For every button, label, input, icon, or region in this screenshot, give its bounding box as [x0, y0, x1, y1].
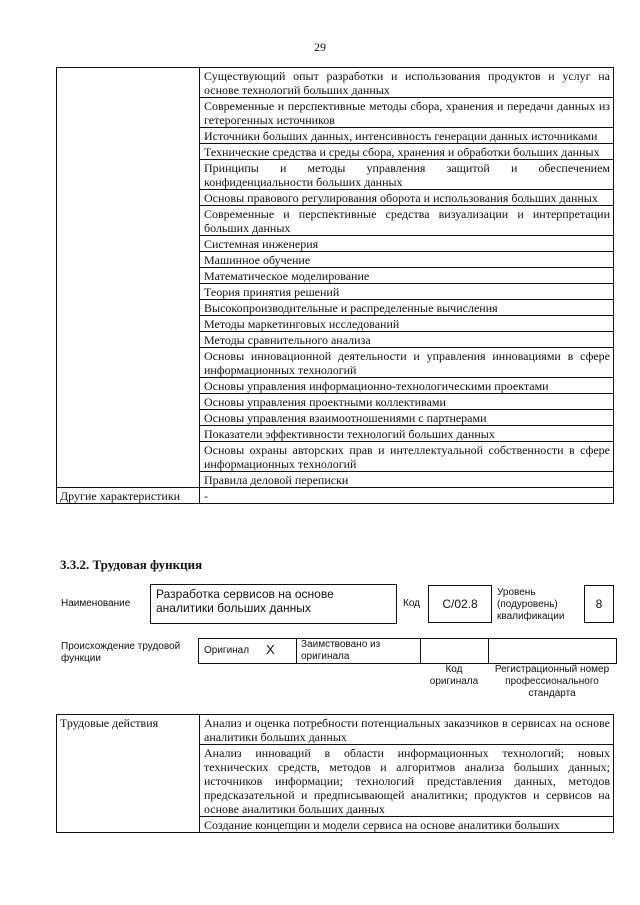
knowledge-item: Современные и перспективные методы сбора, хранения и передачи данных из гетерогенных источников [200, 98, 614, 128]
code-value-box [428, 585, 492, 623]
knowledge-item: Правила деловой переписки [200, 472, 614, 488]
other-characteristics-value: - [200, 488, 614, 504]
origin-divider [420, 638, 421, 663]
original-checkmark: X [266, 642, 275, 657]
reg-number-caption: Регистрационный номер профессионального стандарта [494, 664, 610, 699]
code-original-caption: Код оригинала [429, 664, 479, 687]
knowledge-item: Принципы и методы управления защитой и обеспечением конфиденциальности больших данных [200, 160, 614, 190]
knowledge-item: Машинное обучение [200, 252, 614, 268]
knowledge-item: Источники больших данных, интенсивность генерации данных источниками [200, 128, 614, 144]
origin-divider [296, 638, 297, 663]
labor-actions-table [56, 714, 614, 833]
knowledge-item: Методы маркетинговых исследований [200, 316, 614, 332]
origin-label: Происхождение трудовой функции [61, 641, 181, 664]
knowledge-item: Основы управления взаимоотношениями с партнерами [200, 410, 614, 426]
page-number: 29 [314, 40, 326, 54]
code-label: Код [403, 598, 421, 609]
other-characteristics-label: Другие характеристики [57, 488, 200, 504]
knowledge-item: Высокопроизводительные и распределенные вычисления [200, 300, 614, 316]
knowledge-item: Методы сравнительного анализа [200, 332, 614, 348]
name-label: Наименование [61, 598, 131, 609]
knowledge-item: Системная инженерия [200, 236, 614, 252]
table-row [57, 715, 614, 745]
knowledge-item: Технические средства и среды сбора, хранения и обработки больших данных [200, 144, 614, 160]
level-label: Уровень (подуровень) квалификации [497, 587, 565, 622]
knowledge-table [56, 67, 614, 504]
knowledge-item: Существующий опыт разработки и использования продуктов и услуг на основе технологий больших данных [200, 68, 614, 98]
knowledge-item: Основы управления проектными коллективами [200, 394, 614, 410]
labor-action-item: Анализ и оценка потребности потенциальных заказчиков в сервисах на основе аналитики больших данных [200, 715, 614, 745]
qualification-level: 8 [595, 597, 603, 611]
borrowed-label: Заимствовано из оригинала [301, 639, 381, 662]
labor-actions-label: Трудовые действия [57, 715, 200, 833]
origin-divider [488, 638, 489, 663]
labor-action-item: Анализ инноваций в области информационных технологий; новых технических средств, методов и алгоритмов анализа больших данных; источников информации; технологий представления данных, методов предсказательной и предписывающей аналитики; продуктов и сервисов на основе аналитики больших данных [200, 745, 614, 817]
section-heading: 3.3.2. Трудовая функция [60, 557, 203, 572]
table-row [57, 488, 614, 504]
knowledge-item: Показатели эффективности технологий больших данных [200, 426, 614, 442]
knowledge-item: Основы правового регулирования оборота и использования больших данных [200, 190, 614, 206]
labor-action-item: Создание концепции и модели сервиса на основе аналитики больших [200, 817, 614, 833]
level-value-box [584, 585, 614, 623]
knowledge-item: Современные и перспективные средства визуализации и интерпретации больших данных [200, 206, 614, 236]
knowledge-item: Математическое моделирование [200, 268, 614, 284]
knowledge-item: Основы инновационной деятельности и управления инновациями в сфере информационных технологий [200, 348, 614, 378]
knowledge-item: Основы управления информационно-технологическими проектами [200, 378, 614, 394]
table-row [57, 68, 614, 98]
function-code: C/02.8 [442, 597, 478, 611]
name-value-box [150, 584, 397, 624]
original-label: Оригинал [204, 645, 250, 656]
knowledge-label-cell [57, 68, 200, 488]
knowledge-item: Основы охраны авторских прав и интеллектуальной собственности в сфере информационных технологий [200, 442, 614, 472]
function-name: Разработка сервисов на основе аналитики больших данных [156, 587, 334, 615]
knowledge-item: Теория принятия решений [200, 284, 614, 300]
